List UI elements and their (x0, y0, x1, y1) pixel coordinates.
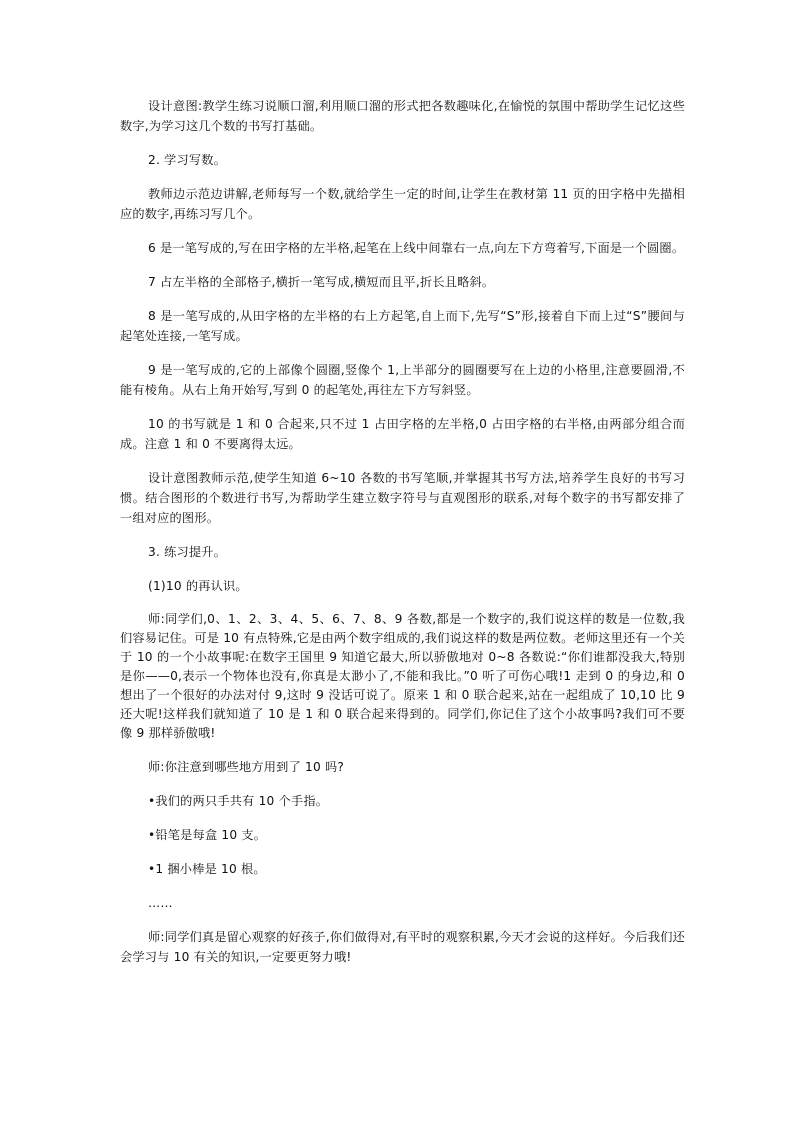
writing-ten-paragraph: 10 的书写就是 1 和 0 合起来,只不过 1 占田字格的左半格,0 占田字格的右半格,由两部分组合而成。注意 1 和 0 不要离得太远。 (120, 417, 685, 451)
design-intent-paragraph-1: 设计意图:教学生练习说顺口溜,利用顺口溜的形式把各数趣味化,在愉悦的氛围中帮助学生记忆这些数字,为学习这几个数的书写打基础。 (120, 99, 685, 133)
teacher-story-paragraph: 师:同学们,0、1、2、3、4、5、6、7、8、9 各数,都是一个数字的,我们说这样的数是一位数,我们容易记住。可是 10 有点特殊,它是由两个数字组成的,我们说这样的数是两位数。老师这里还有一个关于 10 的一个小故事呢:在数字王国里 9 知道它最大,所以骄傲地对 0~8 各数说:“你们谁都没我大,特别是你——0,表示一个物体也没有,你真是太渺小了,不能和我比。”0 听了可伤心哦!1 走到 0 的身边,和 0 想出了一个很好的办法对付 9,这时 9 没话可说了。原来 1 和 0 联合起来,站在一起组成了 10,10 比 9 还大呢!这样我们就知道了 10 是 1 和 0 联合起来得到的。同学们,你记住了这个小故事吗?我们可不要像 9 那样骄傲哦! (120, 612, 685, 740)
document-body (120, 96, 685, 981)
writing-nine-paragraph: 9 是一笔写成的,它的上部像个圆圈,竖像个 1,上半部分的圆圈要写在上边的小格里,注意要圆滑,不能有棱角。从右上角开始写,写到 0 的起笔处,再往左下方写斜竖。 (120, 363, 685, 397)
design-intent-paragraph-2: 设计意图教师示范,使学生知道 6~10 各数的书写笔顺,并掌握其书写方法,培养学生良好的书写习惯。结合图形的个数进行书写,为帮助学生建立数字符号与直观图形的联系,对每个数字的书写都安排了一组对应的图形。 (120, 471, 685, 525)
list-item: •铅笔是每盒 10 支。 (148, 828, 267, 842)
teacher-demo-paragraph: 教师边示范边讲解,老师每写一个数,就给学生一定的时间,让学生在教材第 11 页的田字格中先描相应的数字,再练习写几个。 (120, 187, 685, 221)
list-item: •我们的两只手共有 10 个手指。 (148, 794, 329, 808)
list-item: •1 捆小棒是 10 根。 (148, 862, 266, 876)
subsection-heading-ten: (1)10 的再认识。 (148, 579, 248, 593)
writing-eight-paragraph: 8 是一笔写成的,从田字格的左半格的右上方起笔,自上而下,先写“S”形,接着自下而上过“S”腰间与起笔处连接,一笔写成。 (120, 309, 685, 343)
teacher-question-paragraph: 师:你注意到哪些地方用到了 10 吗? (148, 760, 345, 774)
ellipsis-line: …… (148, 896, 173, 910)
writing-seven-paragraph: 7 占左半格的全部格子,横折一笔写成,横短而且平,折长且略斜。 (148, 275, 495, 289)
teacher-closing-paragraph: 师:同学们真是留心观察的好孩子,你们做得对,有平时的观察积累,今天才会说的这样好。今后我们还会学习与 10 有关的知识,一定要更努力哦! (120, 930, 685, 964)
writing-six-paragraph: 6 是一笔写成的,写在田字格的左半格,起笔在上线中间靠右一点,向左下方弯着写,下面是一个圆圈。 (148, 241, 685, 255)
section-heading-learn-writing: 2. 学习写数。 (148, 153, 227, 167)
section-heading-practice: 3. 练习提升。 (148, 545, 227, 559)
